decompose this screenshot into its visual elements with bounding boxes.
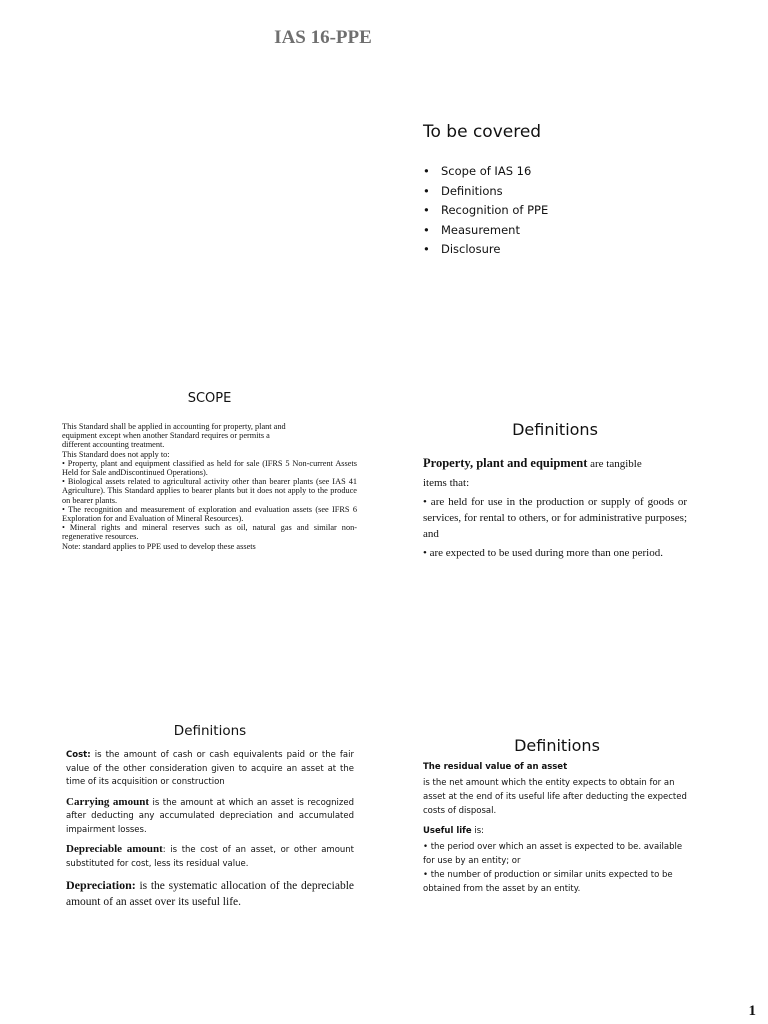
depreciable-amount-term: Depreciable amount [66, 843, 163, 855]
scope-text [62, 422, 357, 551]
depreciation-term: Depreciation: [66, 878, 136, 892]
document-title: IAS 16-PPE [274, 27, 372, 48]
residual-value-term: The residual value of an asset [423, 762, 568, 772]
ppe-term-rest: are tangible [587, 458, 642, 470]
useful-life-line [423, 824, 691, 838]
useful-life-bullet: • the number of production or similar units expected to be obtained from the asset by an entity. [423, 870, 673, 894]
depreciation-text: is the systematic allocation of the depreciable amount of an asset over its useful life. [66, 880, 354, 908]
scope-note: Note: standard applies to PPE used to develop these assets [62, 541, 256, 551]
definitions-list [66, 749, 354, 916]
scope-intro-line: different accounting treatment. [62, 440, 165, 450]
slide2-title: SCOPE [187, 391, 232, 406]
depreciable-amount-definition [66, 843, 354, 871]
ppe-definition-line [423, 455, 687, 472]
list-item: • Definitions [423, 182, 723, 202]
residual-useful-life [423, 760, 691, 896]
ppe-term: Property, plant and equipment [423, 456, 588, 470]
slide4-title: Definitions [173, 723, 247, 739]
depreciable-amount-text: : is the cost of an asset, or other amount substituted for cost, less its residual value. [66, 845, 354, 869]
carrying-amount-definition [66, 796, 354, 838]
scope-intro-line: This Standard shall be applied in accounting for property, plant and [62, 422, 286, 431]
depreciation-definition [66, 877, 354, 910]
scope-bullet: • Property, plant and equipment classified as held for sale (IFRS 5 Non-current Assets Held for Sale andDiscontinued Operations). [62, 458, 357, 478]
scope-not-apply: This Standard does not apply to: [62, 449, 170, 459]
scope-intro-line: equipment except when another Standard requires or permits a [62, 431, 270, 441]
scope-bullet: • Mineral rights and mineral reserves such as oil, natural gas and similar non-regenerative resources. [62, 523, 357, 542]
slide3-title: Definitions [512, 420, 598, 439]
cost-term: Cost: [66, 750, 91, 760]
carrying-amount-text: is the amount at which an asset is recognized after deducting any accumulated depreciation and accumulated impairment losses. [66, 797, 354, 835]
slide1-list [423, 162, 723, 260]
page-number: 1 [748, 1003, 756, 1019]
ppe-bullet: • are held for use in the production or supply of goods or services, for rental to others, or for administrative purposes; and [423, 496, 687, 540]
ppe-bullet: • are expected to be used during more than one period. [423, 547, 663, 559]
ppe-definition [423, 455, 687, 564]
scope-bullet: • Biological assets related to agricultural activity other than bearer plants (see IAS 41 Agriculture). This Standard applies to bearer plants but it does not apply to the produce on bearer plants. [62, 477, 357, 505]
scope-bullet: • The recognition and measurement of exploration and evaluation assets (see IFRS 6 Exploration for and Evaluation of Mineral Resources). [62, 504, 357, 524]
useful-life-term: Useful life [423, 826, 472, 836]
useful-life-bullet: • the period over which an asset is expected to be. available for use by an entity; or [423, 842, 683, 866]
carrying-amount-term: Carrying amount [66, 795, 149, 808]
slide5-title: Definitions [514, 736, 600, 755]
residual-value-text: is the net amount which the entity expects to obtain for an asset at the end of its useful life after deducting the expected costs of disposal. [423, 778, 687, 816]
cost-text: is the amount of cash or cash equivalents paid or the fair value of the other consideration given to acquire an asset at the time of its acquisition or construction [66, 750, 354, 787]
list-item: • Scope of IAS 16 [423, 162, 723, 182]
ppe-definition-line2: items that: [423, 477, 470, 489]
slide1-title: To be covered [423, 122, 542, 142]
useful-life-rest: is: [471, 826, 484, 836]
list-item: • Recognition of PPE [423, 201, 723, 221]
list-item: • Measurement [423, 221, 723, 241]
cost-definition [66, 749, 354, 790]
list-item: • Disclosure [423, 240, 723, 260]
